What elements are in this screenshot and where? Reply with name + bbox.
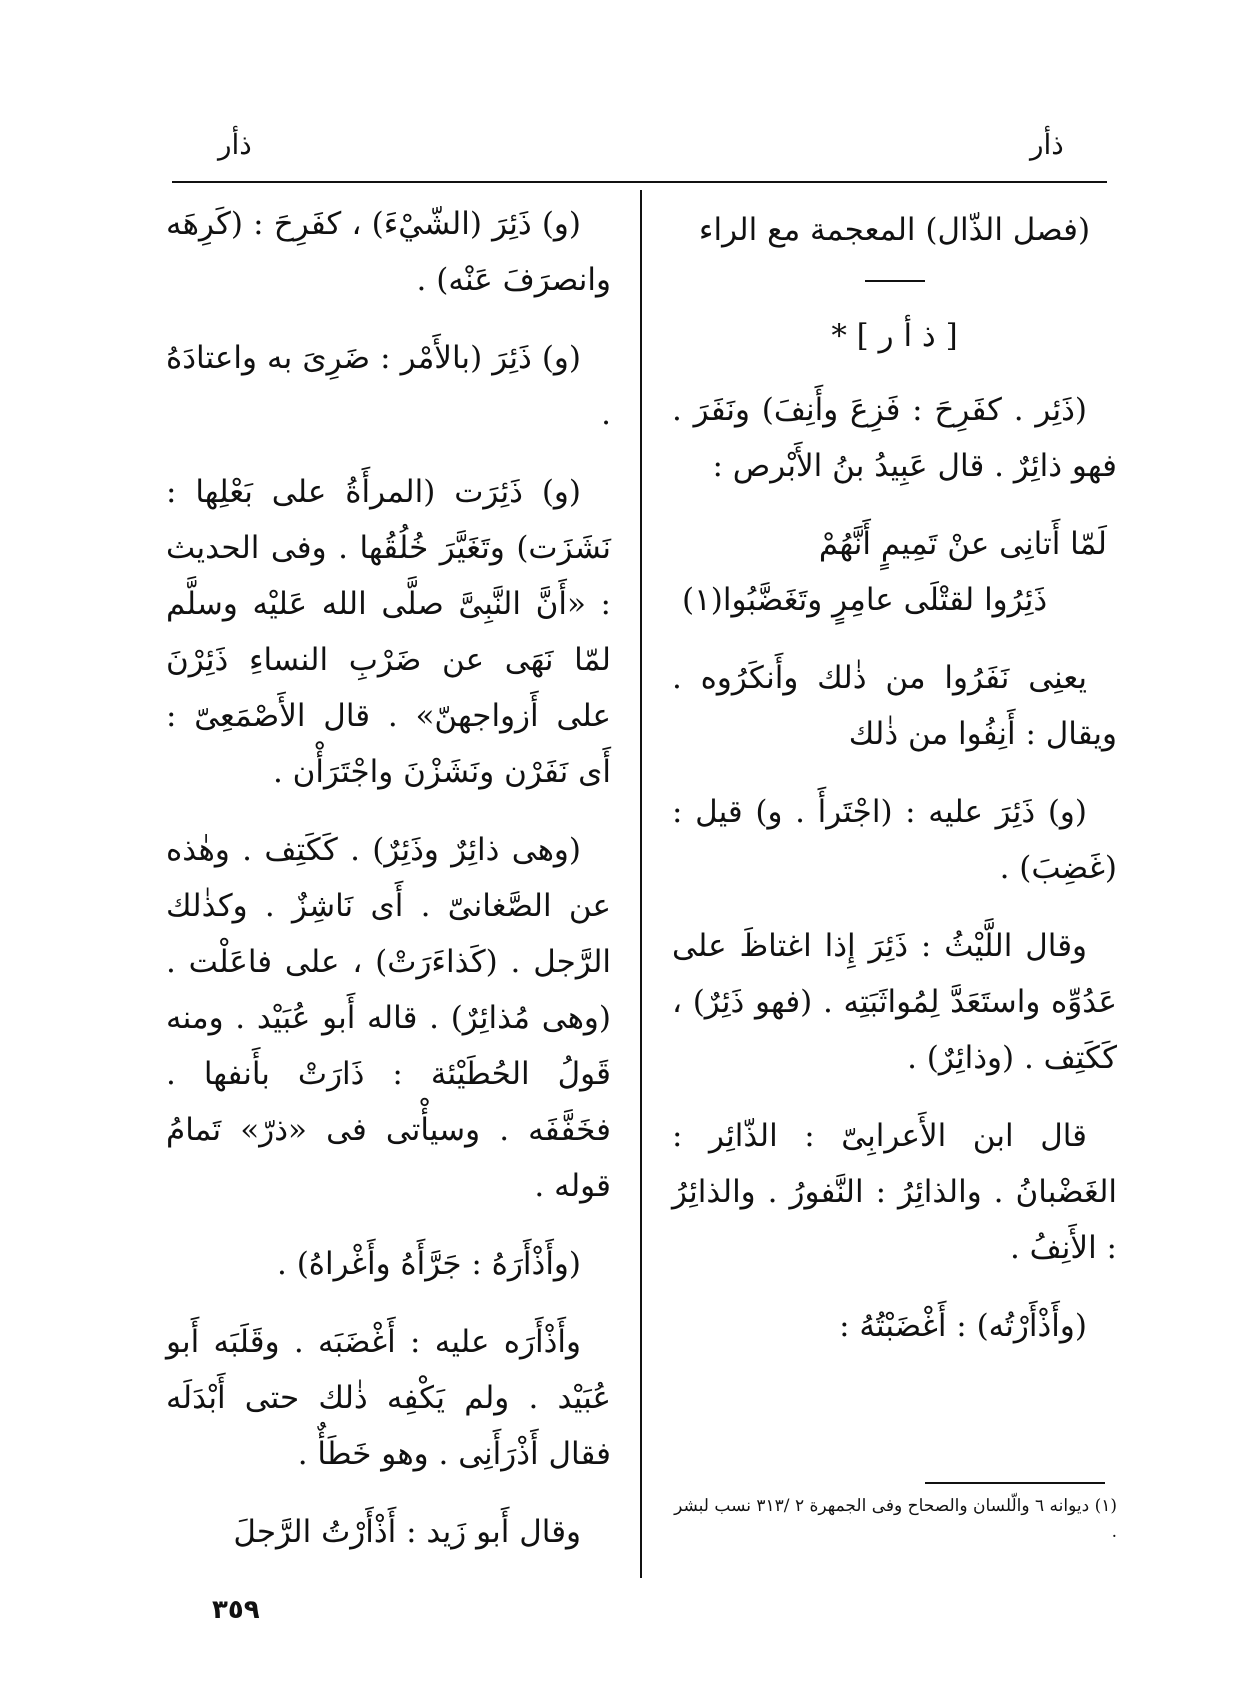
left-paragraph-6: وأَذْأَرَه عليه : أَغْضَبَه . وقَلَبَه أَبو عُبَيْد . ولم يَكْفِه ذٰلك حتى أَبْدَلَه فقال أَذْرَأَنِى . وهو خَطَأٌ . [166, 1324, 611, 1472]
running-header-left: ذأر [218, 128, 252, 161]
left-paragraph-4: (وهى ذائِرٌ وذَئِرٌ) . كَكَتِف . وهٰذه عن الصَّغانىّ . أَى نَاشِزٌ . وكذٰلك الرَّجل . (كَذاءَرَتْ) ، على فاعَلْت . (وهى مُذائِرٌ) . قاله أَبو عُبَيْد . ومنه قَولُ الحُطَيْئة : ذَارَتْ بأَنفها . فخَفَّفَه . وسيأْتى فى «ذرّ» تَمامُ قوله . [166, 832, 611, 1204]
left-paragraph-7: وقال أَبو زَيد : أَذْأَرْتُ الرَّجلَ [233, 1514, 581, 1550]
section-title: (فصل الذّال) المعجمة مع الراء [698, 212, 1091, 248]
right-paragraph-4: وقال اللَّيْثُ : ذَئِرَ إِذا اغتاظَ على عَدُوِّه واستَعَدَّ لِمُواثَبَتِه . (فهو ذَئِرٌ) ، كَكَتِف . (وذائِرٌ) . [672, 928, 1117, 1076]
right-column [672, 196, 1117, 1376]
left-column [166, 196, 611, 1582]
header-rule [172, 181, 1107, 183]
verse-line-1: لَمّا أَتانِى عنْ تَمِيمٍ أَنَّهُمْ [818, 526, 1107, 562]
column-divider [640, 190, 642, 1578]
right-paragraph-3: (و) ذَئِرَ عليه : (اجْتَرأَ . و) قيل : (غَضِبَ) . [672, 794, 1117, 886]
right-paragraph-1: (ذَئِر . كفَرِحَ : فَزِعَ وأَنِفَ) ونَفَرَ . فهو ذائِرٌ . قال عَبِيدُ بنُ الأَبْرص : [672, 392, 1117, 484]
left-paragraph-2: (و) ذَئِرَ (بالأَمْر : ضَرِىَ به واعتادَهُ . [166, 340, 611, 432]
left-paragraph-1: (و) ذَئِرَ (الشّيْءَ) ، كفَرِحَ : (كَرِهَه وانصرَفَ عَنْه) . [166, 206, 611, 298]
entry-head: [ ذ أ ر ] * [831, 318, 958, 354]
running-header-right: ذأر [1030, 128, 1064, 161]
right-paragraph-2: يعنِى نَفَرُوا من ذٰلك وأَنكَرُوه . ويقال : أَنِفُوا من ذٰلك [672, 660, 1117, 752]
footnote: (١) ديوانه ٦ والّلسان والصحاح وفى الجمهرة ٢ /٣١٣ نسب لبشر . [674, 1496, 1117, 1542]
poem-verse [672, 516, 1117, 628]
verse-line-2: ذَئِرُوا لقتْلَى عامِرٍ وتَغَضَّبُوا(١) [682, 582, 1048, 618]
page-number: ٣٥٩ [212, 1595, 260, 1625]
right-paragraph-5: قال ابن الأَعرابِىّ : الذّائِر : الغَضْبانُ . والذائِرُ : النَّفورُ . والذائِرُ : الأَنِفُ . [672, 1118, 1117, 1266]
left-paragraph-5: (وأَذْأَرَهُ : جَرَّأَهُ وأَغْراهُ) . [277, 1246, 581, 1282]
section-title-bar [865, 280, 925, 282]
right-paragraph-6: (وأَذْأَرْتُه) : أَغْضَبْتُهُ : [839, 1308, 1087, 1344]
footnote-rule [925, 1482, 1105, 1484]
left-paragraph-3: (و) ذَئِرَت (المرأَةُ على بَعْلِها : نَشَزَت) وتَغَيَّرَ خُلُقُها . وفى الحديث : «أَنَّ النَّبِىَّ صلَّى الله عَليْه وسلَّم لمّا نَهَى عن ضَرْبِ النساءِ ذَئِرْنَ على أَزواجهنّ» . قال الأَصْمَعِىّ : أَى نَفَرْن ونَشَزْنَ واجْتَرَأْن . [166, 474, 611, 790]
